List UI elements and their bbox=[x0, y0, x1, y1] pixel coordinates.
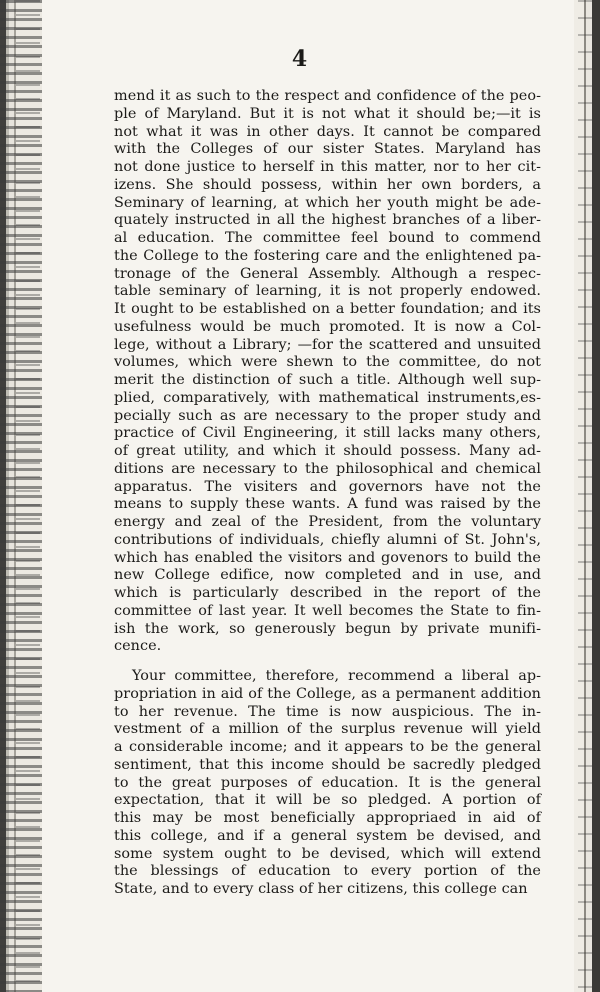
text-line: this college, and if a general system be devised, and bbox=[114, 827, 541, 844]
page-number: 4 bbox=[291, 46, 309, 72]
text-line: merit the distinction of such a title. Although well sup- bbox=[114, 372, 541, 388]
text-line: with the Colleges of our sister States. Maryland has bbox=[114, 141, 541, 158]
right-binding-edge bbox=[574, 0, 600, 992]
text-line: new College edifice, now completed and in use, and bbox=[114, 567, 541, 584]
body-text bbox=[114, 88, 541, 899]
text-line: table seminary of learning, it is not properly endowed. bbox=[114, 283, 541, 300]
text-line: ple of Maryland. But it is not what it should be;—it is bbox=[114, 105, 541, 122]
text-line: apparatus. The visiters and governors have not the bbox=[114, 478, 541, 495]
text-line: mend it as such to the respect and confidence of the peo- bbox=[114, 88, 541, 104]
text-line: volumes, which were shewn to the committee, do not bbox=[114, 354, 541, 371]
text-line: not what it was in other days. It cannot be compared bbox=[114, 123, 541, 140]
text-line: to her revenue. The time is now auspicious. The in- bbox=[114, 703, 541, 720]
text-line: means to supply these wants. A fund was raised by the bbox=[114, 496, 541, 513]
text-line: Your committee, therefore, recommend a liberal ap- bbox=[132, 668, 541, 684]
text-line: expectation, that it will be so pledged. A portion of bbox=[114, 792, 541, 809]
text-line: some system ought to be devised, which will extend bbox=[114, 845, 541, 862]
text-line: lege, without a Library; —for the scattered and unsuited bbox=[114, 336, 541, 353]
text-line: committee of last year. It well becomes the State to fin- bbox=[114, 602, 541, 619]
text-line: State, and to every class of her citizens, this college can bbox=[114, 881, 528, 897]
text-line: izens. She should possess, within her own borders, a bbox=[114, 176, 541, 193]
text-line: a considerable income; and it appears to be the general bbox=[114, 739, 541, 755]
left-binding-edge bbox=[0, 0, 42, 992]
text-line: ish the work, so generously begun by private munifi- bbox=[114, 620, 541, 637]
text-line: ditions are necessary to the philosophical and chemical bbox=[114, 460, 541, 477]
text-line: pecially such as are necessary to the proper study and bbox=[114, 407, 541, 424]
text-line: not done justice to herself in this matter, nor to her cit- bbox=[114, 159, 541, 175]
text-line: It ought to be established on a better foundation; and its bbox=[114, 301, 541, 317]
text-line: cence. bbox=[114, 638, 162, 655]
text-line: tronage of the General Assembly. Although a respec- bbox=[114, 265, 541, 282]
text-line: the College to the fostering care and the enlightened pa- bbox=[114, 247, 541, 264]
text-line: energy and zeal of the President, from the voluntary bbox=[114, 514, 541, 530]
text-line: to the great purposes of education. It is the general bbox=[114, 774, 541, 791]
text-line: practice of Civil Engineering, it still lacks many others, bbox=[114, 425, 541, 442]
text-line: al education. The committee feel bound to commend bbox=[114, 230, 541, 246]
text-line: sentiment, that this income should be sacredly pledged bbox=[114, 756, 541, 773]
text-line: which has enabled the visitors and govenors to build the bbox=[114, 549, 541, 566]
text-line: propriation in aid of the College, as a permanent addition bbox=[114, 685, 541, 702]
text-line: Seminary of learning, at which her youth might be ade- bbox=[114, 194, 541, 211]
text-line: this may be most beneficially appropriaed in aid of bbox=[114, 810, 541, 826]
text-line: usefulness would be much promoted. It is now a Col- bbox=[114, 318, 541, 335]
text-line: vestment of a million of the surplus revenue will yield bbox=[114, 721, 541, 738]
text-line: of great utility, and which it should possess. Many ad- bbox=[114, 443, 541, 459]
text-line: plied, comparatively, with mathematical instruments,es- bbox=[114, 389, 541, 406]
text-line: contributions of individuals, chiefly alumni of St. John's, bbox=[114, 531, 541, 548]
text-line: quately instructed in all the highest branches of a liber- bbox=[114, 212, 541, 229]
text-line: the blessings of education to every portion of the bbox=[114, 863, 541, 880]
paragraph-2 bbox=[114, 668, 541, 899]
text-line: which is particularly described in the report of the bbox=[114, 585, 541, 601]
paragraph-1 bbox=[114, 88, 541, 656]
